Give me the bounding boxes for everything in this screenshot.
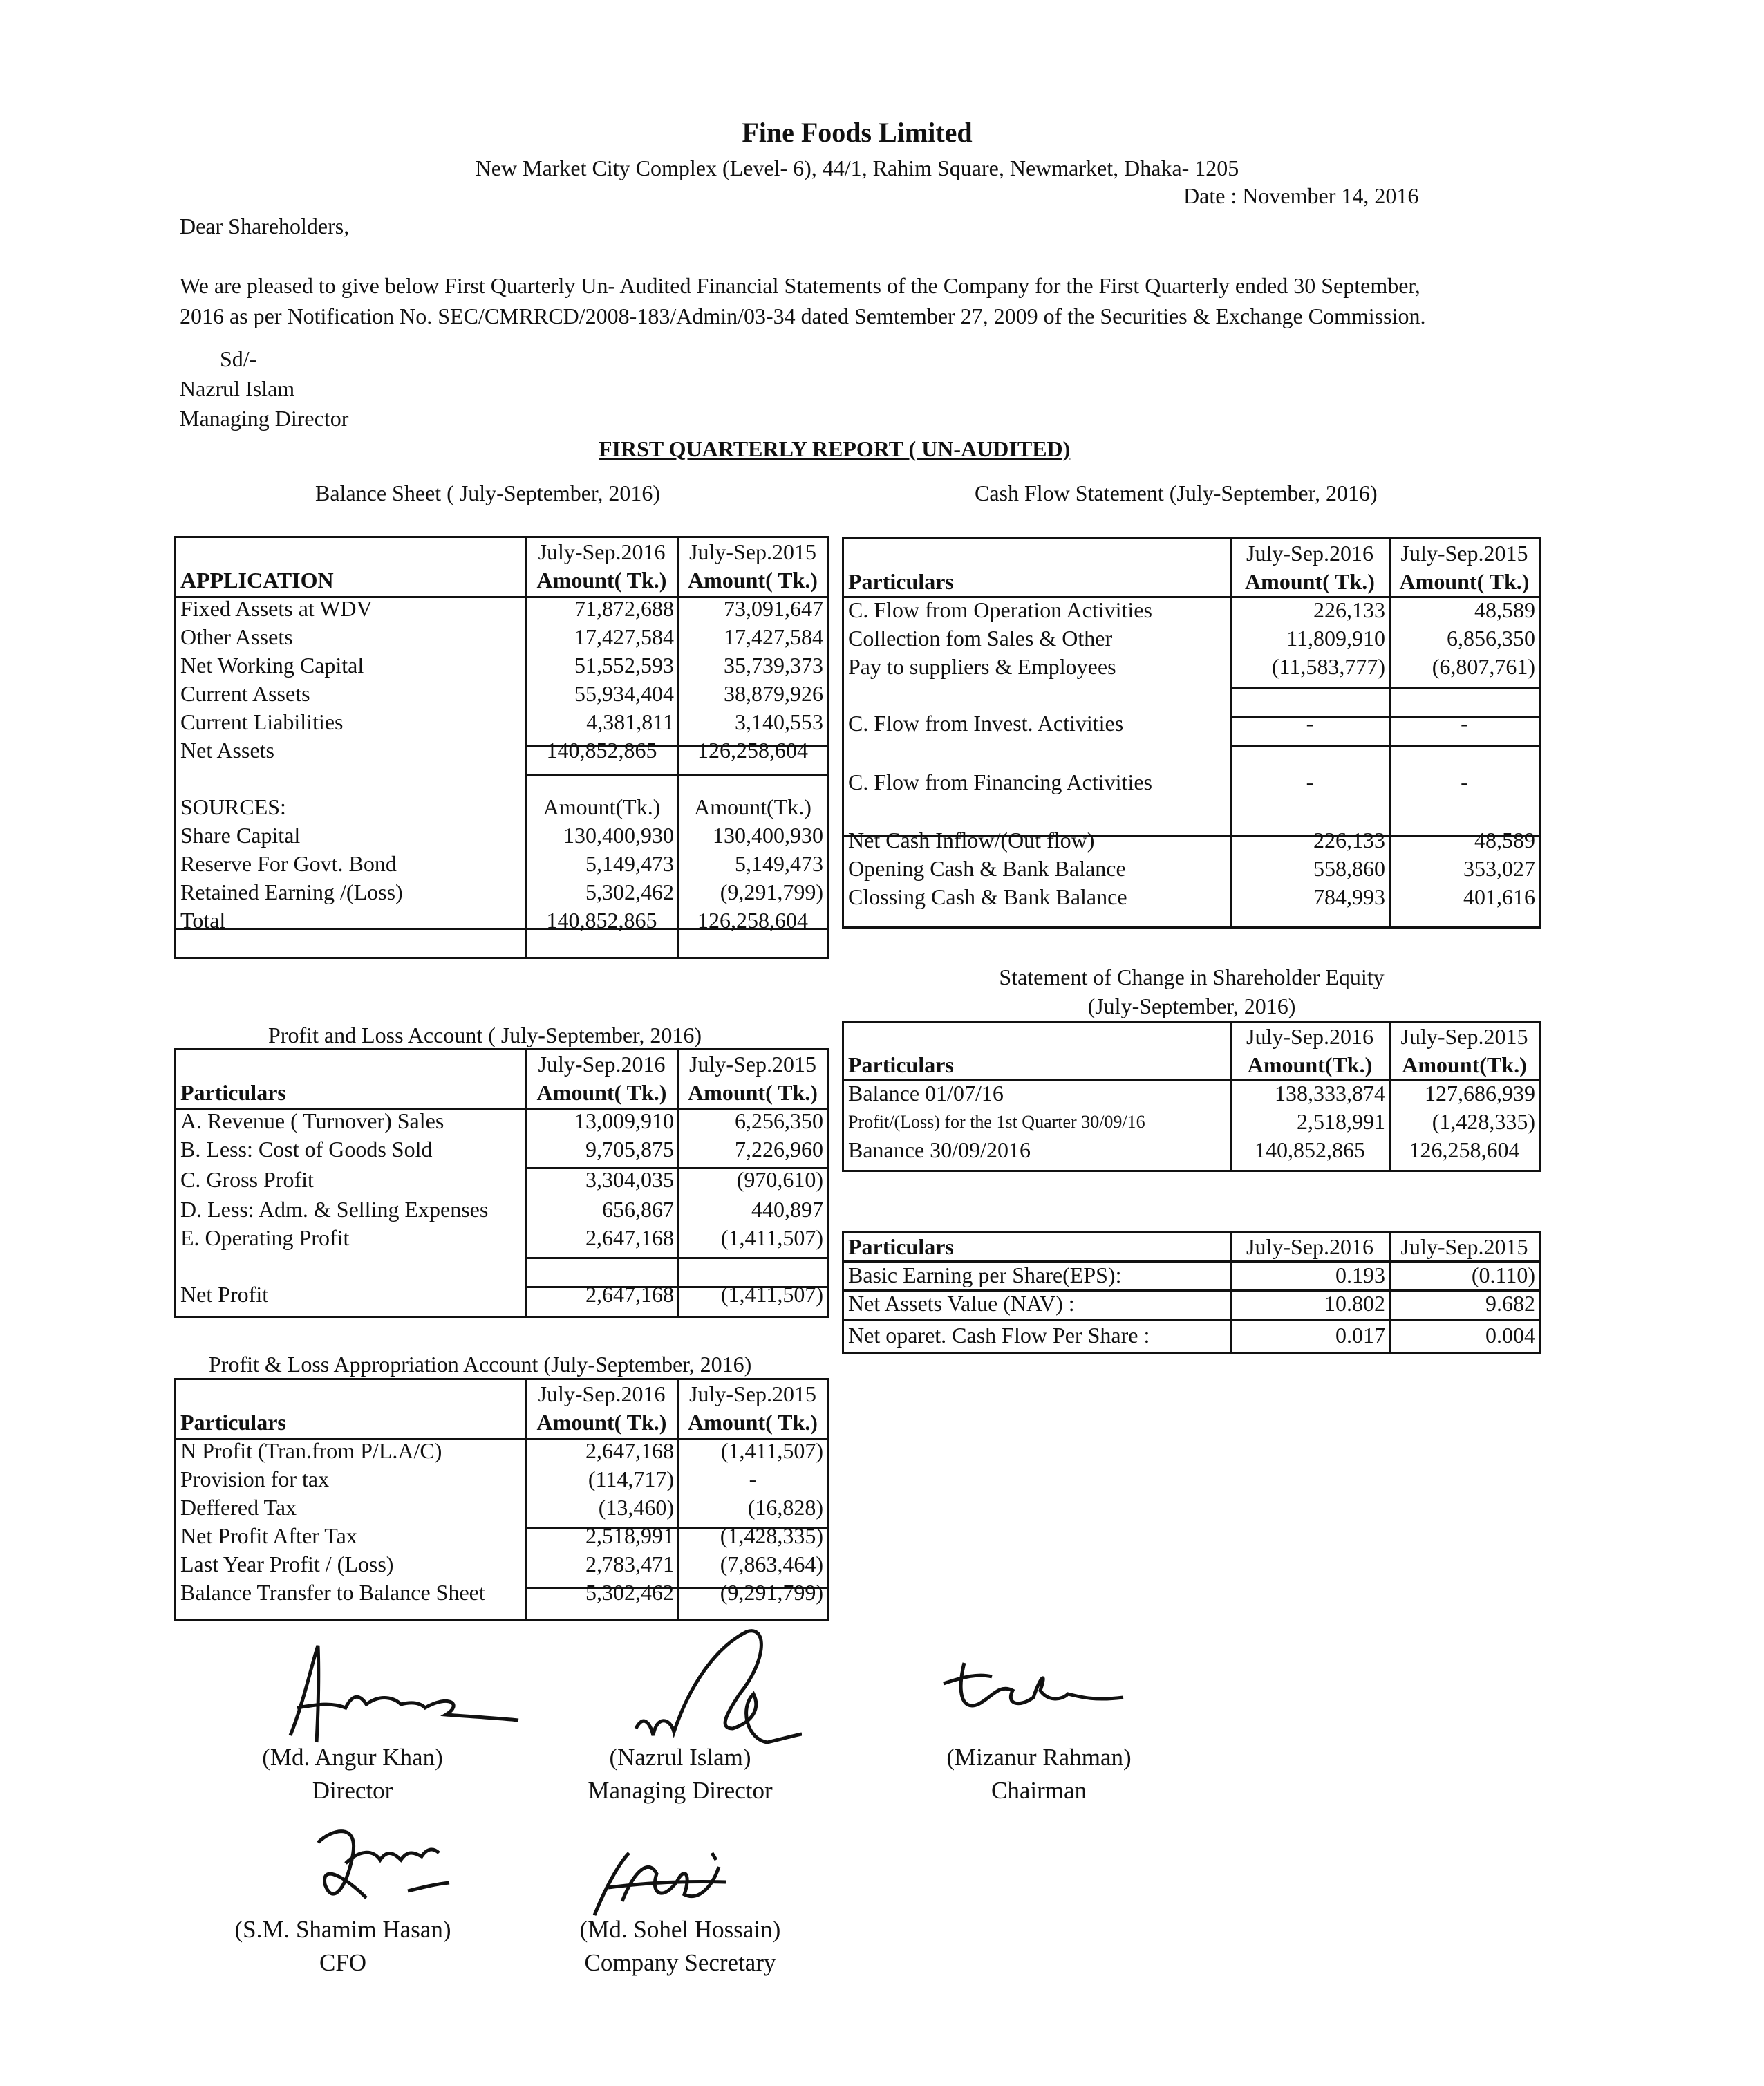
signatory-4-name: (Md. Sohel Hossain) [579, 1916, 781, 1943]
signatory-2-title: Chairman [991, 1777, 1087, 1804]
profit-loss-caption: Profit and Loss Account ( July-September, 2016) [268, 1023, 702, 1047]
table-row: A. Revenue ( Turnover) Sales 13,009,910 6,256,350 [180, 1108, 823, 1133]
signature-mizanur-rahman [937, 1649, 1130, 1732]
signatory-0-title: Director [312, 1777, 393, 1804]
intro-line-1: We are pleased to give below First Quarterly Un- Audited Financial Statements of the Company for the First Quarterly ended 30 September, [180, 273, 1420, 298]
net-profit-row: Net Profit 2,647,168 (1,411,507) [180, 1282, 823, 1307]
table-row: Share Capital 130,400,930 130,400,930 [180, 823, 823, 848]
signer-name: Nazrul Islam [180, 376, 295, 401]
application-label: APPLICATION [180, 568, 334, 593]
table-row: Banance 30/09/2016 140,852,865 126,258,604 [848, 1137, 1520, 1162]
table-row: Current Assets 55,934,404 38,879,926 [180, 681, 823, 706]
equity-caption-2: (July-September, 2016) [1087, 994, 1296, 1018]
table-row: Net oparet. Cash Flow Per Share : 0.017 0.004 [848, 1322, 1535, 1348]
equity-caption-1: Statement of Change in Shareholder Equity [999, 965, 1385, 989]
table-row: Net Profit After Tax 2,518,991 (1,428,335) [180, 1523, 823, 1548]
report-date: Date : November 14, 2016 [1183, 183, 1419, 208]
table-row: Net Assets 140,852,865 126,258,604 [180, 738, 808, 763]
signatory-0-name: (Md. Angur Khan) [262, 1744, 443, 1771]
table-row: Fixed Assets at WDV 71,872,688 73,091,647 [180, 596, 823, 621]
table-row: Net Working Capital 51,552,593 35,739,373 [180, 653, 823, 678]
table-row: Pay to suppliers & Employees (11,583,777) (6,807,761) [848, 654, 1535, 679]
table-row: C. Flow from Invest. Activities - - [848, 711, 1468, 736]
intro-line-2: 2016 as per Notification No. SEC/CMRRCD/2008-183/Admin/03-34 dated Semtember 27, 2009 of the Securities & Exchange Commission. [180, 304, 1426, 328]
sd-mark: Sd/- [220, 346, 257, 371]
table-row: C. Gross Profit 3,304,035 (970,610) [180, 1166, 823, 1192]
table-row: Reserve For Govt. Bond 5,149,473 5,149,473 [180, 851, 823, 876]
signature-shamim-hasan [304, 1815, 463, 1926]
table-row: D. Less: Adm. & Selling Expenses 656,867 440,897 [180, 1197, 823, 1222]
signatory-1-name: (Nazrul Islam) [609, 1744, 751, 1771]
table-row: E. Operating Profit 2,647,168 (1,411,507) [180, 1225, 823, 1250]
company-name: Fine Foods Limited [742, 117, 973, 148]
table-row: C. Flow from Financing Activities - - [848, 769, 1468, 794]
table-row: B. Less: Cost of Goods Sold 9,705,875 7,226,960 [180, 1137, 823, 1162]
signer-title: Managing Director [180, 406, 349, 431]
table-row: Basic Earning per Share(EPS): 0.193 (0.110) [848, 1263, 1535, 1287]
bs-col2-unit: Amount( Tk.) [688, 568, 818, 593]
table-row: Collection fom Sales & Other 11,809,910 6,856,350 [848, 626, 1535, 651]
company-address: New Market City Complex (Level- 6), 44/1, Rahim Square, Newmarket, Dhaka- 1205 [475, 156, 1239, 180]
table-row: Provision for tax (114,717) - [180, 1466, 757, 1491]
table-row: Retained Earning /(Loss) 5,302,462 (9,291,799) [180, 879, 823, 904]
table-row: Profit/(Loss) for the 1st Quarter 30/09/16 2,518,991 (1,428,335) [848, 1109, 1535, 1134]
signature-angur-khan [276, 1639, 525, 1749]
signatory-3-name: (S.M. Shamim Hasan) [234, 1916, 451, 1943]
signatory-4-title: Company Secretary [584, 1949, 776, 1976]
bs-col1-unit: Amount( Tk.) [536, 568, 667, 593]
total-row: Total 140,852,865 126,258,604 [180, 908, 808, 933]
table-row: C. Flow from Operation Activities 226,133 48,589 [848, 597, 1535, 622]
report-title: FIRST QUARTERLY REPORT ( UN-AUDITED) [599, 436, 1071, 461]
signatory-1-title: Managing Director [588, 1777, 773, 1804]
table-row: Clossing Cash & Bank Balance 784,993 401,616 [848, 884, 1535, 909]
balance-sheet-caption: Balance Sheet ( July-September, 2016) [315, 481, 661, 505]
appropriation-caption: Profit & Loss Appropriation Account (July-September, 2016) [209, 1352, 752, 1377]
sources-label: SOURCES: [180, 794, 286, 819]
table-row: Net Cash Inflow/(Out flow) 226,133 48,589 [848, 828, 1535, 853]
table-row: Net Assets Value (NAV) : 10.802 9.682 [848, 1291, 1535, 1316]
bs-col1-period: July-Sep.2016 [538, 539, 666, 564]
table-row: Last Year Profit / (Loss) 2,783,471 (7,863,464) [180, 1552, 823, 1576]
cash-flow-caption: Cash Flow Statement (July-September, 2016) [975, 481, 1378, 505]
table-row: Opening Cash & Bank Balance 558,860 353,027 [848, 856, 1535, 881]
salutation: Dear Shareholders, [180, 214, 350, 239]
table-row: Balance Transfer to Balance Sheet 5,302,462 (9,291,799) [180, 1580, 823, 1605]
bs-col2-period: July-Sep.2015 [689, 539, 816, 564]
table-row: Deffered Tax (13,460) (16,828) [180, 1495, 823, 1520]
signatory-3-title: CFO [319, 1949, 367, 1976]
table-row: Other Assets 17,427,584 17,427,584 [180, 624, 823, 649]
table-row: N Profit (Tran.from P/L.A/C) 2,647,168 (1,411,507) [180, 1438, 823, 1463]
table-row: Balance 01/07/16 138,333,874 127,686,939 [848, 1081, 1535, 1106]
signatory-2-name: (Mizanur Rahman) [946, 1744, 1132, 1771]
table-row: Current Liabilities 4,381,811 3,140,553 [180, 709, 823, 734]
